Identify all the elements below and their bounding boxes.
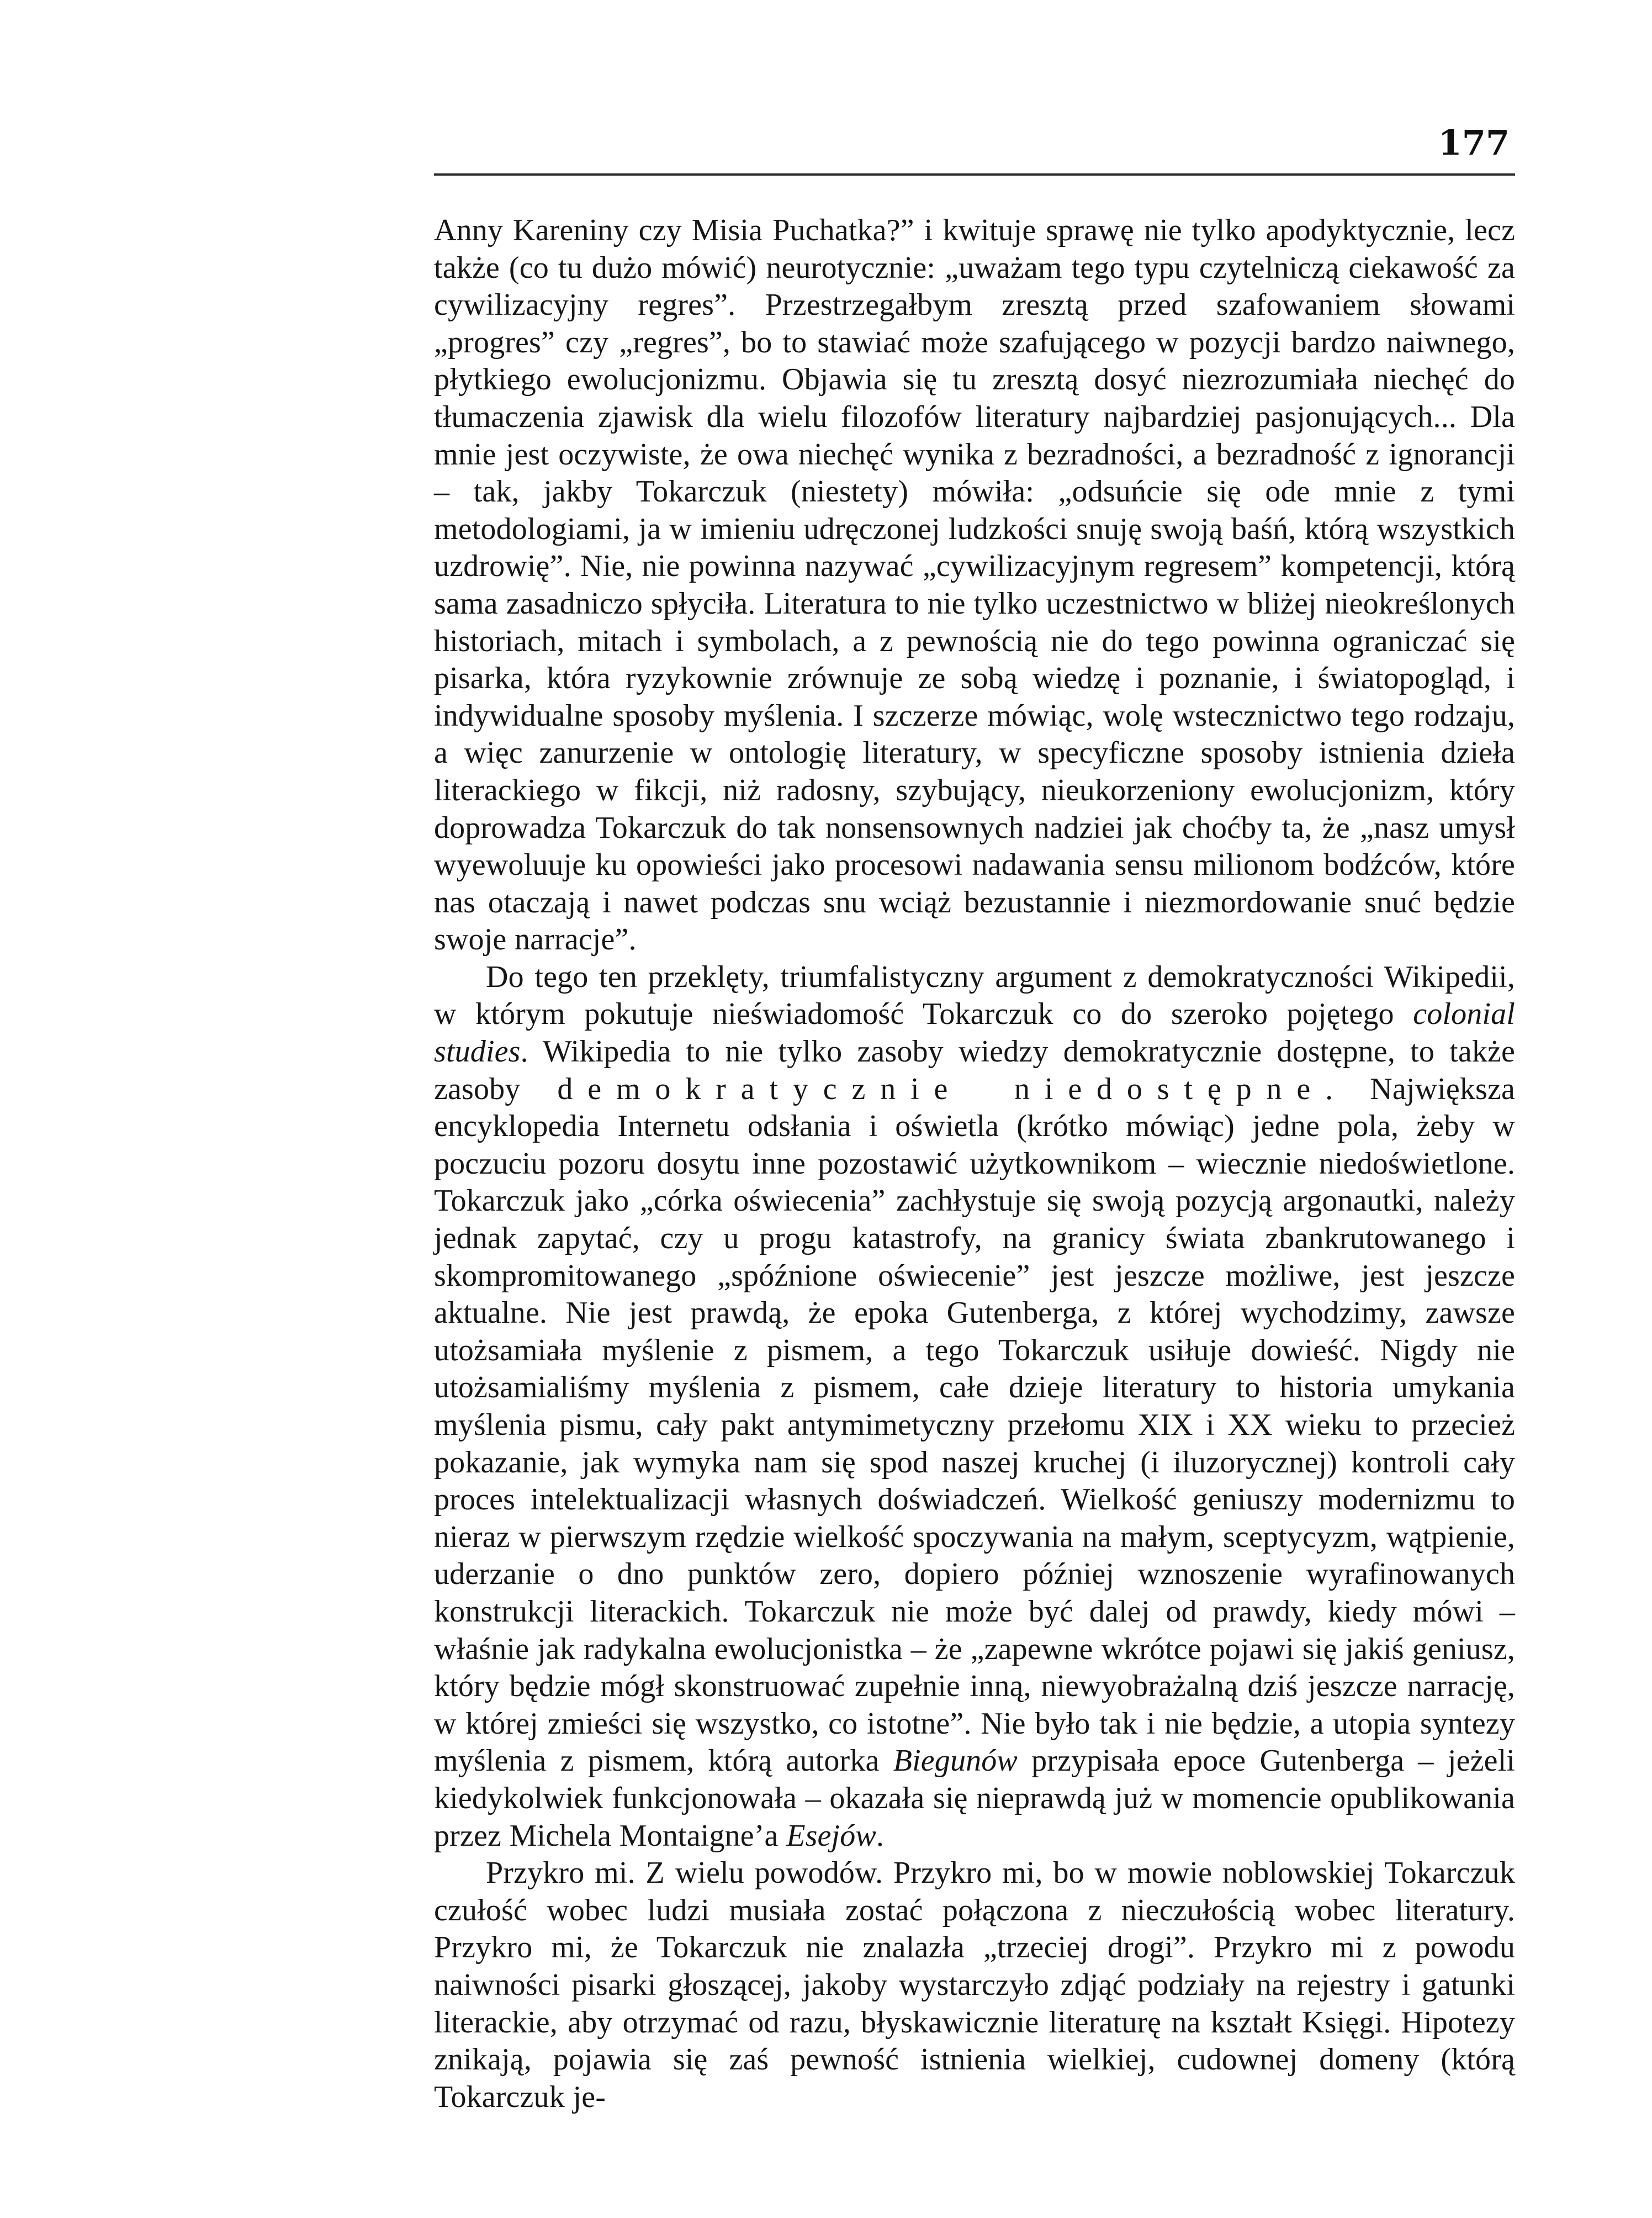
italic-term: colonial studies xyxy=(434,997,1515,1069)
text-segment: Do tego ten przeklęty, triumfalistyczny argument z demokratyczności Wikipedii, w którym pokutuje nieświadomość Tokarczuk co do szeroko pojętego xyxy=(434,959,1515,1032)
text-segment: . Największa encyklopedia Internetu odsłania i oświetla (krótko mówiąc) jedne pola, żeby w poczuciu pozoru dosytu inne pozostawić użytkownikom – wiecznie niedoświetlone. Tokarczuk jako „córka oświecenia” zachłystuje się swoją pozycją argonautki, należy jednak zapytać, czy u progu katastrofy, na granicy świata zbankrutowanego i skompromitowanego „spóźnione oświecenie” jest jeszcze możliwe, jest jeszcze aktualne. Nie jest prawdą, że epoka Gutenberga, z której wychodzimy, zawsze utożsamiała myślenie z pismem, a tego Tokarczuk usiłuje dowieść. Nigdy nie utożsamialiśmy myślenia z pismem, całe dzieje literatury to historia umykania myślenia pismu, cały pakt antymimetyczny przełomu XIX i XX wieku to przecież pokazanie, jak wymyka nam się spod naszej kruchej (i iluzorycznej) kontroli cały proces intelektualizacji własnych doświadczeń. Wielkość geniuszy modernizmu to nieraz w pierwszym rzędzie wielkość spoczywania na małym, sceptycyzm, wątpienie, uderzanie o dno punktów zero, dopiero później wznoszenie wyrafinowanych konstrukcji literackich. Tokarczuk nie może być dalej od prawdy, kiedy mówi – właśnie jak radykalna ewolucjonistka – że „zapewne wkrótce pojawi się jakiś geniusz, który będzie mógł skonstruować zupełnie inną, niewyobrażalną dziś jeszcze narrację, w której zmieści się wszystko, co istotne”. Nie było tak i nie będzie, a utopia syntezy myślenia z pismem, którą autorka xyxy=(434,1071,1515,1778)
header-rule xyxy=(434,173,1515,176)
text-segment: przypisała epoce Gutenberga – jeżeli kiedykolwiek funkcjonowała – okazała się nieprawdą już w momencie opublikowania przez Michela Montaigne’a xyxy=(434,1744,1516,1853)
paragraph-2 xyxy=(434,959,1515,1855)
italic-title: Biegunów xyxy=(893,1744,1018,1778)
spaced-emphasis: demokratycznie niedostępne xyxy=(557,1071,1326,1106)
text-segment: . xyxy=(876,1818,885,1853)
text-segment: Anny Kareniny czy Misia Puchatka?” i kwituje sprawę nie tylko apodyktycznie, lecz także (co tu dużo mówić) neurotycznie: „uważam tego typu czytelniczą ciekawość za cywilizacyjny regres”. Przestrzegałbym zresztą przed szafowaniem słowami „progres” czy „regres”, bo to stawiać może szafującego w pozycji bardzo naiwnego, płytkiego ewolucjonizmu. Objawia się tu zresztą dosyć niezrozumiała niechęć do tłumaczenia zjawisk dla wielu filozofów literatury najbardziej pasjonujących... Dla mnie jest oczywiste, że owa niechęć wynika z bezradności, a bezradność z ignorancji – tak, jakby Tokarczuk (niestety) mówiła: „odsuńcie się ode mnie z tymi metodologiami, ja w imieniu udręczonej ludzkości snuję swoją baśń, którą wszystkich uzdrowię”. Nie, nie powinna nazywać „cywilizacyjnym regresem” kompetencji, którą sama zasadniczo spłyciła. Literatura to nie tylko uczestnictwo w bliżej nieokreślonych historiach, mitach i symbolach, a z pewnością nie do tego powinna ograniczać się pisarka, która ryzykownie zrównuje ze sobą wiedzę i poznanie, i światopogląd, i indywidualne sposoby myślenia. I szczerze mówiąc, wolę wstecznictwo tego rodzaju, a więc zanurzenie w ontologię literatury, w specyficzne sposoby istnienia dzieła literackiego w fikcji, niż radosny, szybujący, nieukorzeniony ewolucjonizm, który doprowadza Tokarczuk do tak nonsensownych nadziei jak choćby ta, że „nasz umysł wyewoluuje ku opowieści jako procesowi nadawania sensu milionom bodźców, które nas otaczają i nawet podczas snu wciąż bezustannie i niezmordowanie snuć będzie swoje narracje”. xyxy=(434,213,1515,957)
paragraph-1 xyxy=(434,212,1515,959)
page-number: 177 xyxy=(1438,123,1510,163)
paragraph-3 xyxy=(434,1855,1515,2116)
text-segment: . Wikipedia to nie tylko zasoby wiedzy demokratycznie dostępne, to także zasoby xyxy=(434,1034,1515,1106)
body-text xyxy=(434,212,1515,2116)
italic-title: Esejów xyxy=(786,1818,876,1853)
text-segment: Przykro mi. Z wielu powodów. Przykro mi, bo w mowie noblowskiej Tokarczuk czułość wobec ludzi musiała zostać połączona z nieczułością wobec literatury. Przykro mi, że Tokarczuk nie znalazła „trzeciej drogi”. Przykro mi z powodu naiwności pisarki głoszącej, jakoby wystarczyło zdjąć podziały na rejestry i gatunki literackie, aby otrzymać od razu, błyskawicznie literaturę na kształt Księgi. Hipotezy znikają, pojawia się zaś pewność istnienia wielkiej, cudownej domeny (którą Tokarczuk je- xyxy=(434,1856,1515,2114)
